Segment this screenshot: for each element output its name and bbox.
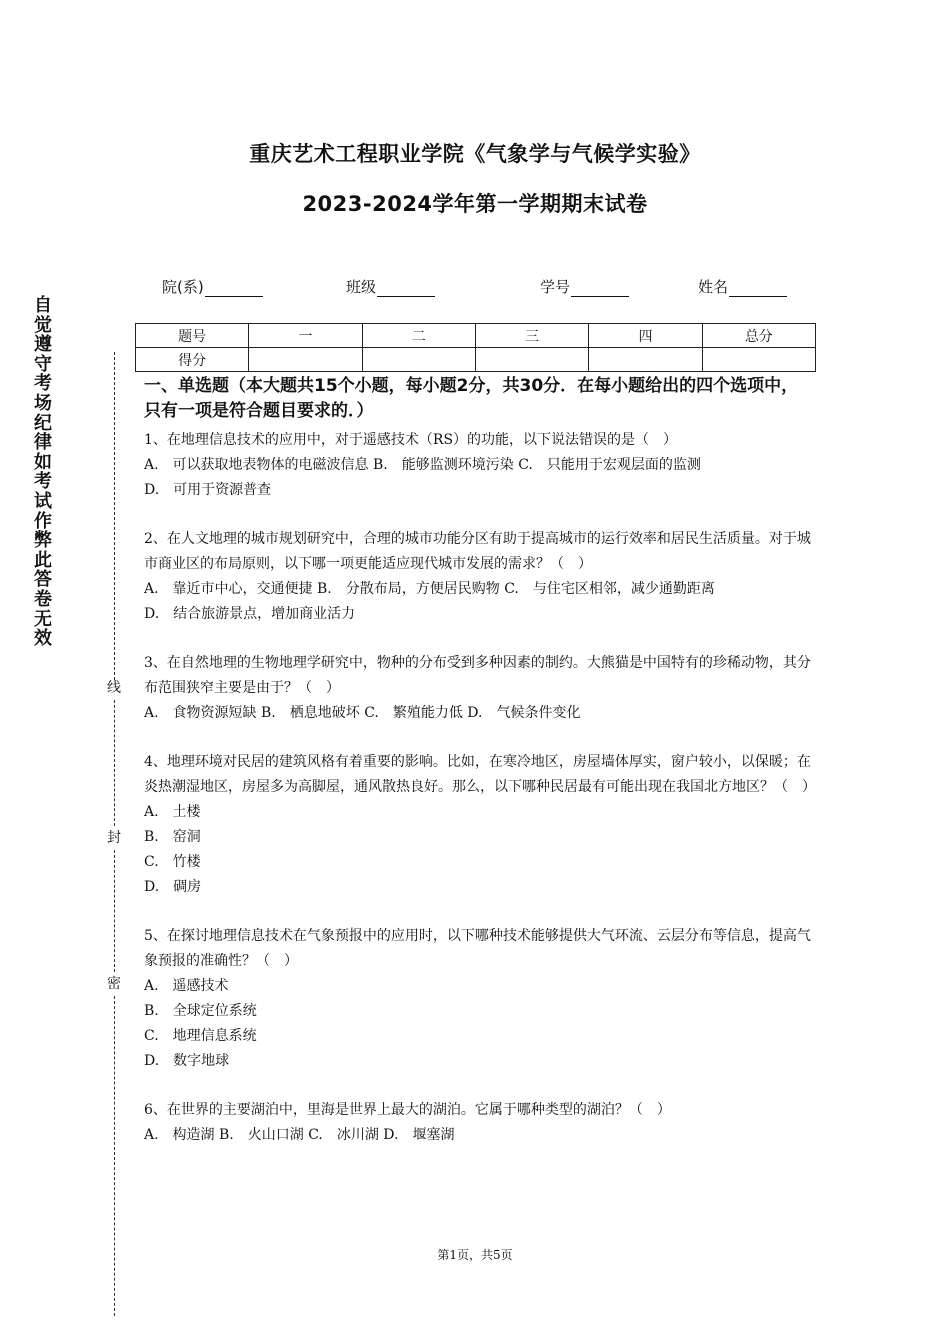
student-id-blank xyxy=(571,280,629,297)
question-option: D. 碉房 xyxy=(144,879,202,895)
question-6 xyxy=(144,1098,812,1148)
question-stem: 4、地理环境对民居的建筑风格有着重要的影响。比如，在寒冷地区，房屋墙体厚实，窗户较小，以保暖；在炎热潮湿地区，房屋多为高脚屋，通风散热良好。那么，以下哪种民居最有可能出现在我国北方地区？（ ） xyxy=(144,754,816,795)
question-options: D. 结合旅游景点，增加商业活力 xyxy=(144,606,356,622)
score-header-cell: 三 xyxy=(475,324,588,348)
name-field xyxy=(698,276,787,297)
score-table-header-row xyxy=(136,324,816,348)
question-3 xyxy=(144,651,812,726)
question-option: C. 地理信息系统 xyxy=(144,1028,257,1044)
seal-mark-seal: 封 xyxy=(104,830,124,846)
question-stem: 1、在地理信息技术的应用中，对于遥感技术（RS）的功能，以下说法错误的是（ ） xyxy=(144,432,678,448)
question-option: B. 全球定位系统 xyxy=(144,1003,257,1019)
seal-mark-line: 线 xyxy=(104,680,124,696)
name-blank xyxy=(729,280,787,297)
class-blank xyxy=(377,280,435,297)
score-cell xyxy=(475,348,588,372)
exam-title-line1: 重庆艺术工程职业学院《气象学与气候学实验》 xyxy=(249,142,701,166)
question-option: B. 窑洞 xyxy=(144,829,201,845)
question-option: A. 土楼 xyxy=(144,804,201,820)
question-stem: 6、在世界的主要湖泊中，里海是世界上最大的湖泊。它属于哪种类型的湖泊？（ ） xyxy=(144,1102,671,1118)
question-option: C. 竹楼 xyxy=(144,854,201,870)
binding-line-segment xyxy=(114,850,115,972)
seal-mark-secret: 密 xyxy=(104,976,124,992)
question-stem: 3、在自然地理的生物地理学研究中，物种的分布受到多种因素的制约。大熊猫是中国特有的珍稀动物，其分布范围狭窄主要是由于？（ ） xyxy=(144,655,811,696)
question-stem: 2、在人文地理的城市规划研究中，合理的城市功能分区有助于提高城市的运行效率和居民生活质量。对于城市商业区的布局原则，以下哪一项更能适应现代城市发展的需求？（ ） xyxy=(144,531,811,572)
name-label: 姓名 xyxy=(698,278,729,296)
score-row-label: 得分 xyxy=(136,348,249,372)
binding-line-segment xyxy=(114,700,115,826)
question-2 xyxy=(144,527,812,627)
score-table-score-row xyxy=(136,348,816,372)
score-cell xyxy=(249,348,362,372)
question-options: A. 可以获取地表物体的电磁波信息 B. 能够监测环境污染 C. 只能用于宏观层面的监测 xyxy=(144,457,701,473)
class-field xyxy=(346,276,435,297)
score-header-cell: 总分 xyxy=(702,324,815,348)
dept-field xyxy=(162,276,263,297)
score-header-cell: 二 xyxy=(362,324,475,348)
score-header-cell: 题号 xyxy=(136,324,249,348)
question-option: A. 遥感技术 xyxy=(144,978,229,994)
score-header-cell: 四 xyxy=(589,324,702,348)
question-options: A. 构造湖 B. 火山口湖 C. 冰川湖 D. 堰塞湖 xyxy=(144,1127,455,1143)
question-options: D. 可用于资源普查 xyxy=(144,482,272,498)
score-cell xyxy=(362,348,475,372)
student-id-label: 学号 xyxy=(540,278,571,296)
class-label: 班级 xyxy=(346,278,377,296)
exam-discipline-notice: 自觉遵守考场纪律如考试作弊此答卷无效 xyxy=(34,295,52,650)
question-4 xyxy=(144,750,816,900)
question-1 xyxy=(144,428,812,503)
score-header-cell: 一 xyxy=(249,324,362,348)
score-cell xyxy=(702,348,815,372)
question-option: D. 数字地球 xyxy=(144,1053,230,1069)
section-heading: 一、单选题（本大题共15个小题，每小题2分，共30分．在每小题给出的四个选项中，只有一项是符合题目要求的．） xyxy=(144,376,799,421)
question-stem: 5、在探讨地理信息技术在气象预报中的应用时，以下哪种技术能够提供大气环流、云层分布等信息，提高气象预报的准确性？（ ） xyxy=(144,928,811,969)
student-id-field xyxy=(540,276,629,297)
exam-content xyxy=(144,374,816,1172)
dept-blank xyxy=(205,280,263,297)
score-table xyxy=(135,323,816,372)
binding-line-segment xyxy=(114,996,115,1316)
page-footer: 第1页，共5页 xyxy=(437,1248,513,1262)
question-options: A. 食物资源短缺 B. 栖息地破坏 C. 繁殖能力低 D. 气候条件变化 xyxy=(144,705,581,721)
dept-label: 院(系) xyxy=(162,278,204,296)
question-5 xyxy=(144,924,812,1074)
score-cell xyxy=(589,348,702,372)
binding-line-segment xyxy=(114,352,115,680)
question-options: A. 靠近市中心，交通便捷 B. 分散布局，方便居民购物 C. 与住宅区相邻，减少通勤距离 xyxy=(144,581,715,597)
exam-title-line2: 2023-2024学年第一学期期末试卷 xyxy=(302,192,648,216)
